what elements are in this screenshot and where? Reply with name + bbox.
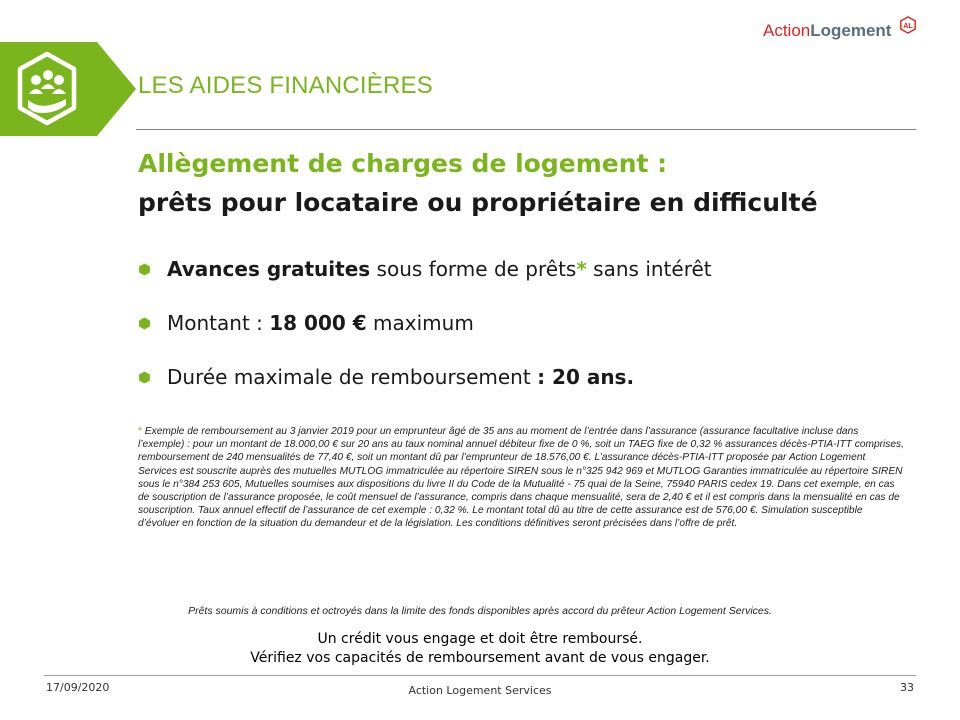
footnote-star: *: [138, 426, 142, 437]
loan-conditions-note: Prêts soumis à conditions et octroyés dans la limite des fonds disponibles après accord du prêteur Action Logement Services.: [188, 605, 772, 617]
footer-divider: [44, 675, 916, 676]
bullet-tail: sans intérêt: [586, 257, 712, 281]
bullet-tail: maximum: [366, 311, 474, 335]
logo-action-text: Action: [763, 21, 811, 40]
section-title: LES AIDES FINANCIÈRES: [138, 72, 433, 99]
title-divider: [136, 129, 916, 130]
footer-company: Action Logement Services: [408, 684, 552, 697]
slide-heading-line2: prêts pour locataire ou propriétaire en difficulté: [138, 188, 818, 217]
footer-date: 17/09/2020: [46, 681, 110, 694]
bullet-text: sous forme de prêts: [370, 257, 577, 281]
legal-warning-line1: Un crédit vous engage et doit être remboursé.: [317, 631, 643, 647]
bullet-text: Durée maximale de remboursement: [167, 365, 538, 389]
hexagon-bullet-icon: [138, 371, 151, 384]
action-logement-logo: [763, 17, 913, 45]
bullet-strong: Avances gratuites: [167, 257, 371, 281]
bullet-item: [138, 257, 712, 281]
slide-heading-line1: Allègement de charges de logement :: [138, 149, 668, 178]
hexagon-bullet-icon: [138, 263, 151, 276]
page-number: 33: [900, 681, 914, 694]
bullet-strong: : 20 ans.: [537, 365, 635, 389]
bullet-strong: 18 000 €: [269, 311, 367, 335]
footnote-disclaimer: [138, 425, 904, 531]
footnote-star: *: [576, 257, 587, 281]
hexagon-bullet-icon: [138, 317, 151, 330]
bullet-item: [138, 311, 474, 335]
bullet-text: Montant :: [167, 311, 270, 335]
logo-logement-text: Logement: [810, 21, 892, 40]
al-logo-mark-icon: [899, 16, 917, 34]
legal-warning: [0, 630, 960, 668]
section-badge: [0, 42, 136, 136]
bullet-item: [138, 365, 634, 389]
logo-mark-text: AL: [903, 21, 913, 31]
footnote-text: Exemple de remboursement au 3 janvier 2019 pour un emprunteur âgé de 35 ans au moment de l’entrée dans l’assurance (assurance facultative incluse dans l’exemple) : pour un montant de 18.000,00 € sur 20 ans au taux nominal annuel débiteur fixe de 0 %, soit un TAEG fixe de 0,32 % assurances décès-PTIA-ITT comprises, remboursement de 240 mensualités de 77,40 €, soit un montant dû par l’emprunteur de 18.576,00 €. L’assurance décès-PTIA-ITT proposée par Action Logement Services est souscrite auprès des mutuelles MUTLOG immatriculée au répertoire SIREN sous le n°325 942 969 et MUTLOG Garanties immatriculée au répertoire SIREN sous le n°384 253 605, Mutuelles soumises aux dispositions du livre II du Code de la Mutualité - 75 quai de la Seine, 75940 PARIS cedex 19. Dans cet exemple, en cas de souscription de l’assurance proposée, le coût mensuel de l’assurance, compris dans chaque mensualité, sera de 2,40 € et il est compris dans la mensualité en cas de souscription. Taux annuel effectif de l’assurance de cet exemple : 0,32 %. Le montant total dû au titre de cette assurance est de 576,00 €. Simulation susceptible d’évoluer en fonction de la situation du demandeur et de la législation. Les conditions définitives seront précisées dans l’offre de prêt.: [138, 426, 904, 530]
legal-warning-line2: Vérifiez vos capacités de remboursement avant de vous engager.: [250, 650, 710, 666]
